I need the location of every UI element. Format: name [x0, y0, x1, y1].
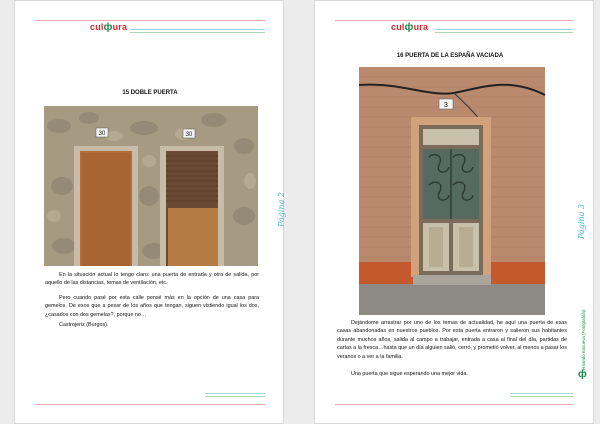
photo-credit: Fernando Escueva (Fotógrafo/a): [581, 309, 586, 373]
logo-prefix: cul: [391, 22, 405, 32]
logo-mark: ф: [404, 22, 414, 33]
logo-suffix: ura: [112, 22, 128, 32]
page-number-label: Página 2: [277, 191, 286, 227]
paragraph-2: Una puerta que sigue esperando una mejor vida.: [351, 371, 468, 377]
page-left: [14, 0, 284, 424]
footer-rule-green: [510, 396, 573, 397]
paragraph-2: Pero cuando pasé por esta calle pensé más en la opción de una casa para gemelos. De esos que a pesar de los años que tengan, siguen vistiendo igual los dos, ¿casados con dos gemelas?, porque no…: [45, 295, 259, 318]
photo-double-door: [44, 106, 258, 266]
brand-logo: [391, 22, 428, 33]
brand-phi-icon: ф: [578, 369, 587, 380]
house-number: 3: [444, 102, 448, 109]
page-title: 15 DOBLE PUERTA: [122, 90, 178, 96]
brand-logo: [90, 22, 127, 33]
paragraph-1: Dejándome arrastrar por uno de los temas de actualidad, he aquí una puerta de esas casas abandonadas en nuestros pueblos. Por esta puerta entraron y salieron sus habitantes durante muchos años, salida al campo a trabajar, entrada a casa al final del día, partidas de cartas a la fresca…hasta que un día alguien salió, cerró, y prometió volver, al menos a pasar los veranos o a ver a la familia.: [337, 320, 567, 360]
header-rule-blue: [130, 29, 265, 30]
footer-rule-blue: [510, 393, 573, 394]
footer-rule-blue: [205, 393, 265, 394]
abandoned-door-illustration: [359, 67, 545, 315]
page-title: 16 PUERTA DE LA ESPAÑA VACIADA: [396, 53, 504, 59]
footer-rule-red: [35, 404, 265, 405]
header-rule-red: [35, 20, 265, 21]
double-door-illustration: [44, 106, 258, 266]
page-number-label: Página 3: [577, 203, 586, 239]
house-number-right: 30: [185, 132, 193, 138]
logo-suffix: ura: [413, 22, 429, 32]
paragraph-1: En la situación actual lo tengo claro: una puerta de entrada y otra de salida, por aquello de las distancias, temas de ventilación, etc.: [45, 272, 259, 287]
paragraph-3: Castrojeriz (Burgos).: [59, 322, 109, 328]
footer-rule-green: [205, 396, 265, 397]
photo-abandoned-door: [359, 67, 545, 315]
header-rule-blue: [435, 29, 573, 30]
logo-mark: ф: [103, 22, 113, 33]
logo-prefix: cul: [90, 22, 104, 32]
header-rule-green: [435, 32, 573, 33]
header-rule-green: [130, 32, 265, 33]
footer-rule-red: [335, 404, 573, 405]
page-right: [314, 0, 594, 424]
header-rule-red: [335, 20, 573, 21]
house-number-left: 30: [98, 131, 106, 137]
